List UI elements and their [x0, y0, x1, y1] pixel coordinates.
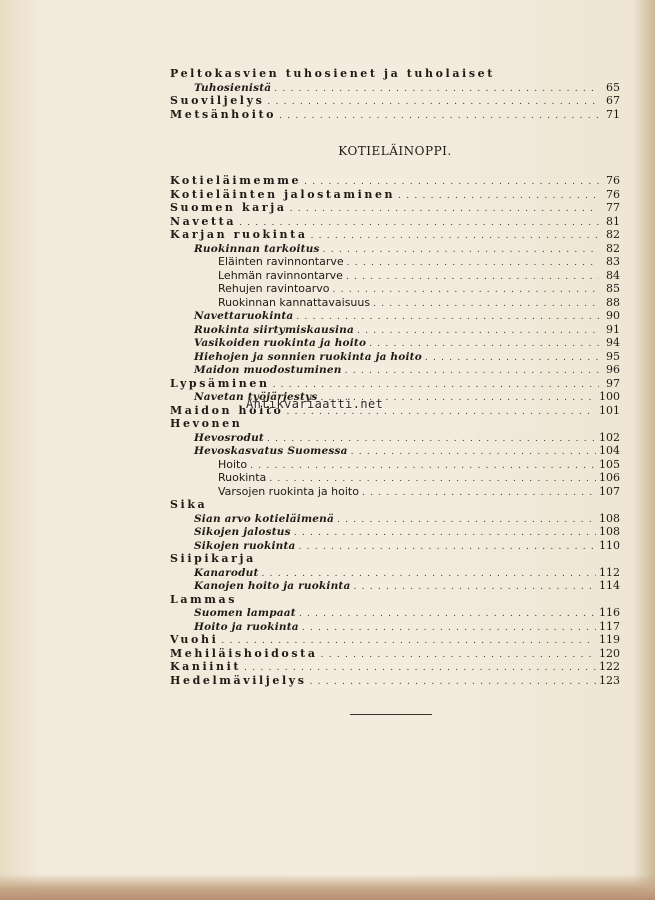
dot-leader: [299, 608, 596, 622]
toc-entry: [170, 512, 620, 526]
toc-entry-title: Lammas: [170, 592, 238, 606]
toc-entry: [170, 674, 620, 688]
toc-entry-title: Hevoskasvatus Suomessa: [194, 445, 348, 457]
dot-leader: [373, 298, 599, 312]
toc-entry-title: Sika: [170, 498, 208, 511]
dot-leader: [398, 190, 599, 204]
toc-entry-title: Karjan ruokinta: [170, 228, 308, 241]
toc-entry-title: Lypsäminen: [170, 376, 270, 390]
toc-entry-page: 94: [606, 336, 620, 349]
dot-leader: [299, 541, 596, 555]
dot-leader: [353, 581, 596, 595]
toc-entry-title: Kanarodut: [194, 566, 259, 579]
toc-entry: [170, 390, 620, 404]
dot-leader: [267, 96, 599, 110]
toc-entry-title: Kotieläimemme: [170, 174, 302, 187]
toc-entry-page: 116: [599, 606, 620, 619]
toc-entry-page: 85: [606, 282, 620, 295]
toc-entry: [170, 309, 620, 323]
dot-leader: [351, 446, 596, 460]
toc-entry: [170, 377, 620, 391]
toc-entry: [170, 498, 620, 512]
toc-entry-page: 104: [599, 444, 620, 457]
toc-entry-title: Hoito: [218, 457, 248, 471]
toc-entry-title: Suomen lampaat: [194, 607, 296, 619]
toc-entry-page: 88: [606, 295, 620, 309]
toc-entry-page: 112: [599, 565, 620, 579]
toc-entry: [170, 485, 620, 499]
toc-entry-title: Ruokinnan kannattavaisuus: [218, 295, 371, 309]
toc-entry: [170, 363, 620, 377]
toc-entry-page: 100: [599, 390, 620, 403]
toc-entry: [170, 282, 620, 296]
toc-entry-title: Metsänhoito: [170, 107, 277, 121]
toc-entry: [170, 215, 620, 229]
dot-leader: [267, 433, 596, 447]
toc-entry-page: 82: [606, 241, 620, 255]
toc-entry-page: 67: [606, 94, 620, 107]
toc-entry: [170, 67, 620, 81]
dot-leader: [362, 487, 596, 501]
toc-entry-page: 95: [606, 349, 620, 363]
toc-entry-page: 96: [606, 363, 620, 376]
toc-entry: [170, 188, 620, 202]
toc-entry-page: 82: [606, 228, 620, 241]
toc-entry: [170, 593, 620, 607]
toc-entry-title: Hoito ja ruokinta: [194, 620, 299, 633]
end-rule: [350, 714, 432, 715]
toc-entry-title: Hedelmäviljelys: [170, 673, 307, 687]
toc-entry: [170, 647, 620, 661]
toc-entry-title: Sian arvo kotieläimenä: [194, 512, 334, 525]
toc-entry: [170, 566, 620, 580]
table-of-contents: [170, 67, 620, 687]
toc-entry-title: Kanojen hoito ja ruokinta: [194, 580, 351, 592]
toc-entries: [170, 174, 620, 687]
toc-entry-page: 84: [606, 268, 620, 282]
toc-entry-page: 81: [606, 214, 620, 228]
toc-entry-page: 97: [606, 376, 620, 390]
toc-entry-page: 77: [606, 201, 620, 214]
page-edge-shadow: [633, 0, 655, 900]
toc-entry: [170, 633, 620, 647]
dot-leader: [369, 338, 599, 352]
toc-entry-title: Suomen karja: [170, 201, 287, 214]
intro-entries: [170, 67, 620, 121]
toc-entry-title: Siipikarja: [170, 552, 256, 565]
dot-leader: [321, 649, 596, 663]
toc-entry-title: Ruokinta: [218, 471, 267, 484]
toc-entry-title: Hevonen: [170, 417, 243, 430]
toc-entry: [170, 81, 620, 95]
toc-entry-title: Ruokinnan tarkoitus: [194, 242, 320, 255]
toc-entry-page: 76: [606, 187, 620, 201]
toc-entry-title: Hiehojen ja sonnien ruokinta ja hoito: [194, 350, 422, 363]
toc-entry: [170, 431, 620, 445]
toc-entry-title: Eläinten ravinnontarve: [218, 255, 344, 268]
toc-entry: [170, 174, 620, 188]
dot-leader: [347, 257, 599, 271]
toc-entry-page: 110: [599, 538, 620, 552]
toc-entry: [170, 539, 620, 553]
toc-entry-title: Navettaruokinta: [194, 310, 294, 322]
toc-entry-title: Ruokinta siirtymiskausina: [194, 323, 355, 336]
toc-entry-title: Suoviljelys: [170, 94, 265, 107]
toc-entry: [170, 350, 620, 364]
toc-entry: [170, 471, 620, 485]
toc-entry: [170, 606, 620, 620]
dot-leader: [302, 622, 596, 636]
toc-entry-title: Maidon hoito: [170, 403, 284, 417]
toc-entry: [170, 579, 620, 593]
section-heading: KOTIELÄINOPPI.: [338, 144, 452, 158]
toc-entry-page: 114: [599, 579, 620, 592]
page-bottom-edge: [0, 874, 655, 900]
toc-entry: [170, 620, 620, 634]
toc-entry: [170, 444, 620, 458]
toc-entry-title: Kotieläinten jalostaminen: [170, 187, 396, 201]
dot-leader: [294, 527, 596, 541]
dot-leader: [273, 379, 599, 393]
toc-entry-title: Peltokasvien tuhosienet ja tuholaiset: [170, 67, 495, 80]
toc-entry-title: Sikojen ruokinta: [194, 539, 296, 552]
toc-entry-title: Varsojen ruokinta ja hoito: [218, 484, 359, 498]
toc-entry: [170, 404, 620, 418]
toc-entry-title: Sikojen jalostus: [194, 526, 291, 538]
dot-leader: [274, 83, 599, 97]
dot-leader: [310, 676, 596, 690]
toc-entry-title: Mehiläishoidosta: [170, 646, 318, 660]
toc-entry-page: 76: [606, 174, 620, 187]
toc-entry-page: 119: [599, 633, 620, 646]
dot-leader: [346, 271, 599, 285]
toc-entry-page: 107: [599, 484, 620, 498]
toc-entry: [170, 201, 620, 215]
toc-entry-page: 108: [599, 511, 620, 525]
dot-leader: [296, 311, 599, 325]
toc-entry-page: 122: [599, 660, 620, 673]
toc-entry-page: 101: [599, 403, 620, 417]
toc-entry-title: Maidon muodostuminen: [194, 364, 342, 376]
dot-leader: [290, 203, 599, 217]
toc-entry-page: 91: [606, 322, 620, 336]
toc-entry-title: Navetan työjärjestys: [194, 391, 318, 403]
toc-entry: [170, 323, 620, 337]
toc-entry: [170, 660, 620, 674]
toc-entry-title: Lehmän ravinnontarve: [218, 268, 343, 282]
toc-entry-page: 90: [606, 309, 620, 322]
dot-leader: [333, 284, 600, 298]
toc-entry-title: Vasikoiden ruokinta ja hoito: [194, 337, 367, 349]
toc-entry-page: 120: [599, 646, 620, 660]
toc-entry: [170, 255, 620, 269]
watermark-text: Antikvariaatti.net: [246, 397, 384, 411]
dot-leader: [425, 352, 599, 366]
dot-leader: [337, 514, 596, 528]
toc-entry-title: Kaniinit: [170, 660, 242, 673]
dot-leader: [345, 365, 599, 379]
toc-entry-title: Rehujen ravintoarvo: [218, 282, 330, 295]
toc-entry: [170, 269, 620, 283]
toc-entry-page: 65: [606, 80, 620, 94]
toc-entry-title: Navetta: [170, 214, 237, 228]
dot-leader: [250, 460, 596, 474]
toc-entry-page: 123: [599, 673, 620, 687]
toc-entry: [170, 242, 620, 256]
toc-entry-page: 105: [599, 457, 620, 471]
toc-entry-title: Hevosrodut: [194, 431, 264, 444]
toc-entry-page: 108: [599, 525, 620, 538]
toc-entry: [170, 94, 620, 108]
toc-entry-page: 106: [599, 471, 620, 484]
toc-entry: [170, 108, 620, 122]
dot-leader: [311, 230, 599, 244]
dot-leader: [323, 244, 599, 258]
toc-entry-title: Tuhosienistä: [194, 81, 272, 94]
toc-entry-title: Vuohi: [170, 633, 219, 646]
dot-leader: [262, 568, 596, 582]
toc-entry: [170, 336, 620, 350]
toc-entry: [170, 228, 620, 242]
dot-leader: [279, 110, 599, 124]
toc-entry-page: 117: [599, 619, 620, 633]
toc-entry-page: 71: [606, 107, 620, 121]
toc-entry: [170, 417, 620, 431]
toc-entry: [170, 296, 620, 310]
toc-entry-page: 102: [599, 430, 620, 444]
toc-entry: [170, 552, 620, 566]
toc-entry-page: 83: [606, 255, 620, 268]
toc-entry: [170, 458, 620, 472]
dot-leader: [357, 325, 599, 339]
toc-entry: [170, 525, 620, 539]
